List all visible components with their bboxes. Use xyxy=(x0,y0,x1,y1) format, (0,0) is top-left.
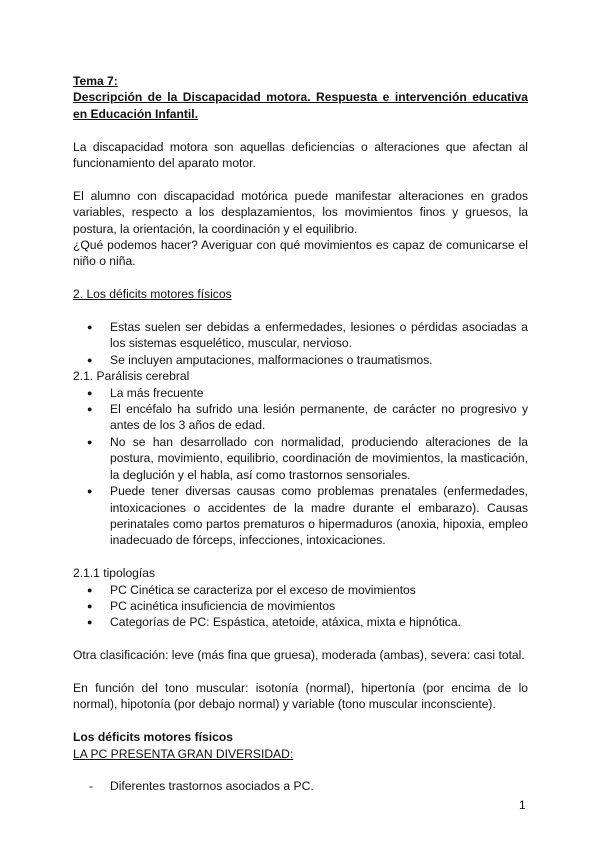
final-subheading: LA PC PRESENTA GRAN DIVERSIDAD: xyxy=(73,746,294,761)
final-heading: Los déficits motores físicos xyxy=(73,730,233,745)
document-page xyxy=(73,73,528,795)
list-item: ● Estas suelen ser debidas a enfermedades, lesiones o pérdidas asociadas a los sistemas esquelético, muscular, nervioso. xyxy=(73,319,528,352)
document-title: Descripción de la Discapacidad motora. Respuesta e intervención educativa en Educación Infantil. xyxy=(73,90,528,121)
list-item: ● Categorías de PC: Espástica, atetoide, atáxica, mixta e hipnótica. xyxy=(73,614,528,630)
list-item: ● Puede tener diversas causas como problemas prenatales (enfermedades, intoxicaciones o accidentes de la madre durante el embarazo). Causas perinatales como partos prematuros o hipermaduros (anoxia, hipoxia, empleo inadecuado de fórceps, infecciones, intoxicaciones. xyxy=(73,483,528,549)
list-item: ● PC Cinética se caracteriza por el exceso de movimientos xyxy=(73,582,528,598)
section-2-1-1-list xyxy=(73,582,528,631)
topic-heading: Tema 7: xyxy=(73,74,118,88)
paragraph-muscle-tone: En función del tono muscular: isotonía (normal), hipertonía (por encima de lo normal), hipotonía (por debajo normal) y variable (tono muscular inconsciente). xyxy=(73,680,528,712)
page-number: 1 xyxy=(519,798,526,812)
list-item: ● Se incluyen amputaciones, malformaciones o traumatismos. xyxy=(73,352,528,368)
list-item: ● PC acinética insuficiencia de movimientos xyxy=(73,598,528,614)
section-2-1-1-heading: 2.1.1 tipologías xyxy=(73,566,156,581)
list-item: ● La más frecuente xyxy=(73,385,528,401)
list-item: ● El encéfalo ha sufrido una lesión permanente, de carácter no progresivo y antes de los 3 años de edad. xyxy=(73,401,528,434)
paragraph-definition: La discapacidad motora son aquellas deficiencias o alteraciones que afectan al funcionamiento del aparato motor. xyxy=(73,139,528,171)
section-2-1-list xyxy=(73,385,528,549)
list-item: ● No se han desarrollado con normalidad, produciendo alteraciones de la postura, movimiento, equilibrio, coordinación de movimientos, la masticación, la deglución y el habla, así como trastornos sensoriales. xyxy=(73,434,528,483)
section-2-list xyxy=(73,319,528,368)
list-item: - Diferentes trastornos asociados a PC. xyxy=(73,778,528,794)
section-2-heading: 2. Los déficits motores físicos xyxy=(73,287,232,302)
final-dash-list xyxy=(73,778,528,794)
section-2-1-heading: 2.1. Parálisis cerebral xyxy=(73,369,190,384)
paragraph-alterations: El alumno con discapacidad motórica puede manifestar alteraciones en grados variables, respecto a los desplazamientos, los movimientos finos y gruesos, la postura, la orientación, la coordinación y el equilibrio. xyxy=(73,188,528,236)
paragraph-classification: Otra clasificación: leve (más fina que gruesa), moderada (ambas), severa: casi total. xyxy=(73,648,525,663)
paragraph-question: ¿Qué podemos hacer? Averiguar con qué movimientos es capaz de comunicarse el niño o niña. xyxy=(73,238,528,269)
